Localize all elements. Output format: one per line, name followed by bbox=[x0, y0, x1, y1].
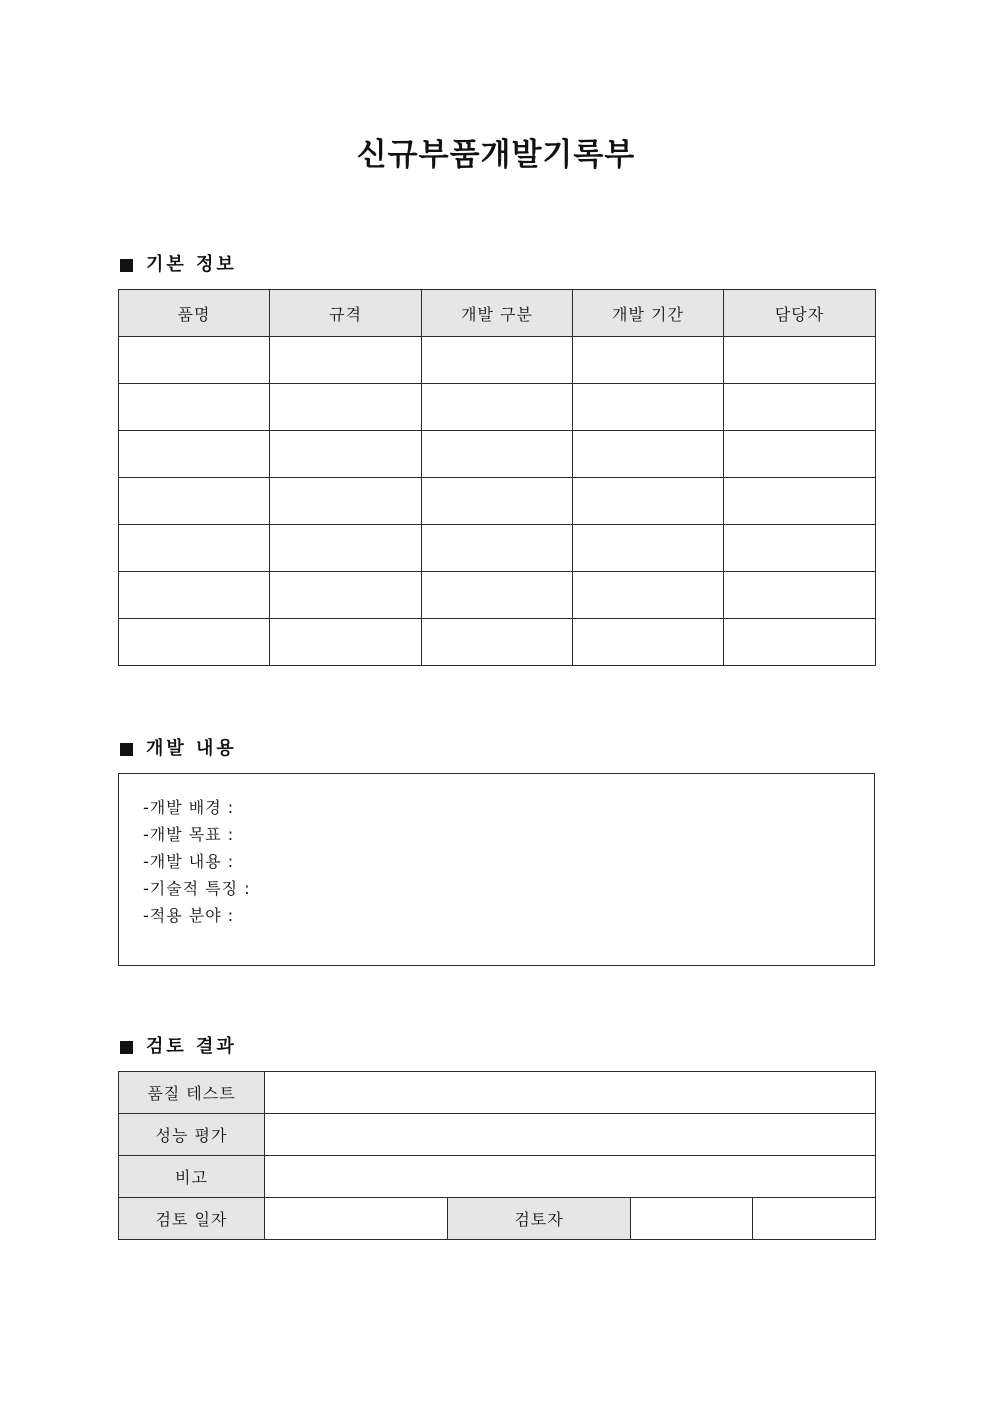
table-cell[interactable] bbox=[422, 525, 573, 572]
table-header-row bbox=[119, 290, 876, 337]
table-cell[interactable] bbox=[573, 572, 724, 619]
dev-content-heading-label: 개발 내용 bbox=[146, 738, 237, 759]
table-row bbox=[119, 1198, 876, 1240]
column-header: 담당자 bbox=[724, 290, 876, 337]
application-field-line: -적용 분야 : bbox=[143, 906, 235, 925]
table-cell[interactable] bbox=[422, 572, 573, 619]
performance-label: 성능 평가 bbox=[119, 1114, 265, 1156]
table-cell[interactable] bbox=[270, 431, 422, 478]
table-cell[interactable] bbox=[422, 384, 573, 431]
square-bullet-icon bbox=[120, 1041, 133, 1054]
quality-test-field[interactable] bbox=[265, 1072, 876, 1114]
table-cell[interactable] bbox=[119, 619, 270, 666]
table-row bbox=[119, 384, 876, 431]
review-heading-label: 검토 결과 bbox=[146, 1036, 237, 1057]
review-heading bbox=[120, 1034, 237, 1060]
signature-field[interactable] bbox=[753, 1198, 876, 1240]
table-cell[interactable] bbox=[270, 572, 422, 619]
table-cell[interactable] bbox=[119, 431, 270, 478]
table-cell[interactable] bbox=[270, 619, 422, 666]
table-cell[interactable] bbox=[573, 384, 724, 431]
column-header: 개발 구분 bbox=[422, 290, 573, 337]
column-header: 개발 기간 bbox=[573, 290, 724, 337]
dev-content-list bbox=[143, 794, 251, 929]
table-cell[interactable] bbox=[724, 525, 876, 572]
column-header: 규격 bbox=[270, 290, 422, 337]
table-cell[interactable] bbox=[724, 431, 876, 478]
table-cell[interactable] bbox=[724, 572, 876, 619]
table-cell[interactable] bbox=[422, 619, 573, 666]
reviewer-label: 검토자 bbox=[448, 1198, 631, 1240]
table-cell[interactable] bbox=[119, 572, 270, 619]
review-date-label: 검토 일자 bbox=[119, 1198, 265, 1240]
table-cell[interactable] bbox=[724, 384, 876, 431]
table-row bbox=[119, 1156, 876, 1198]
performance-field[interactable] bbox=[265, 1114, 876, 1156]
table-cell[interactable] bbox=[119, 525, 270, 572]
table-cell[interactable] bbox=[270, 337, 422, 384]
table-row bbox=[119, 572, 876, 619]
table-cell[interactable] bbox=[270, 384, 422, 431]
dev-detail-line: -개발 내용 : bbox=[143, 852, 235, 871]
table-cell[interactable] bbox=[270, 525, 422, 572]
square-bullet-icon bbox=[120, 259, 133, 272]
table-cell[interactable] bbox=[573, 525, 724, 572]
basic-info-heading-label: 기본 정보 bbox=[146, 254, 237, 275]
table-cell[interactable] bbox=[573, 431, 724, 478]
remarks-field[interactable] bbox=[265, 1156, 876, 1198]
table-row bbox=[119, 619, 876, 666]
basic-info-table bbox=[118, 289, 876, 666]
table-cell[interactable] bbox=[724, 478, 876, 525]
table-cell[interactable] bbox=[270, 478, 422, 525]
document-title: 신규부품개발기록부 bbox=[356, 137, 636, 173]
tech-feature-line: -기술적 특징 : bbox=[143, 879, 251, 898]
table-cell[interactable] bbox=[119, 384, 270, 431]
review-table bbox=[118, 1071, 876, 1240]
table-cell[interactable] bbox=[422, 478, 573, 525]
table-row bbox=[119, 478, 876, 525]
dev-goal-line: -개발 목표 : bbox=[143, 825, 235, 844]
basic-info-heading bbox=[120, 252, 237, 278]
table-row bbox=[119, 337, 876, 384]
quality-test-label: 품질 테스트 bbox=[119, 1072, 265, 1114]
dev-content-heading bbox=[120, 736, 237, 762]
table-row bbox=[119, 1114, 876, 1156]
dev-content-box[interactable] bbox=[118, 773, 875, 966]
square-bullet-icon bbox=[120, 743, 133, 756]
table-row bbox=[119, 525, 876, 572]
column-header: 품명 bbox=[119, 290, 270, 337]
table-cell[interactable] bbox=[724, 619, 876, 666]
reviewer-field[interactable] bbox=[631, 1198, 753, 1240]
table-row bbox=[119, 431, 876, 478]
table-cell[interactable] bbox=[422, 337, 573, 384]
table-cell[interactable] bbox=[573, 478, 724, 525]
table-cell[interactable] bbox=[119, 478, 270, 525]
dev-background-line: -개발 배경 : bbox=[143, 798, 235, 817]
table-cell[interactable] bbox=[573, 337, 724, 384]
table-cell[interactable] bbox=[119, 337, 270, 384]
review-date-field[interactable] bbox=[265, 1198, 448, 1240]
table-row bbox=[119, 1072, 876, 1114]
remarks-label: 비고 bbox=[119, 1156, 265, 1198]
table-cell[interactable] bbox=[422, 431, 573, 478]
table-cell[interactable] bbox=[573, 619, 724, 666]
table-cell[interactable] bbox=[724, 337, 876, 384]
